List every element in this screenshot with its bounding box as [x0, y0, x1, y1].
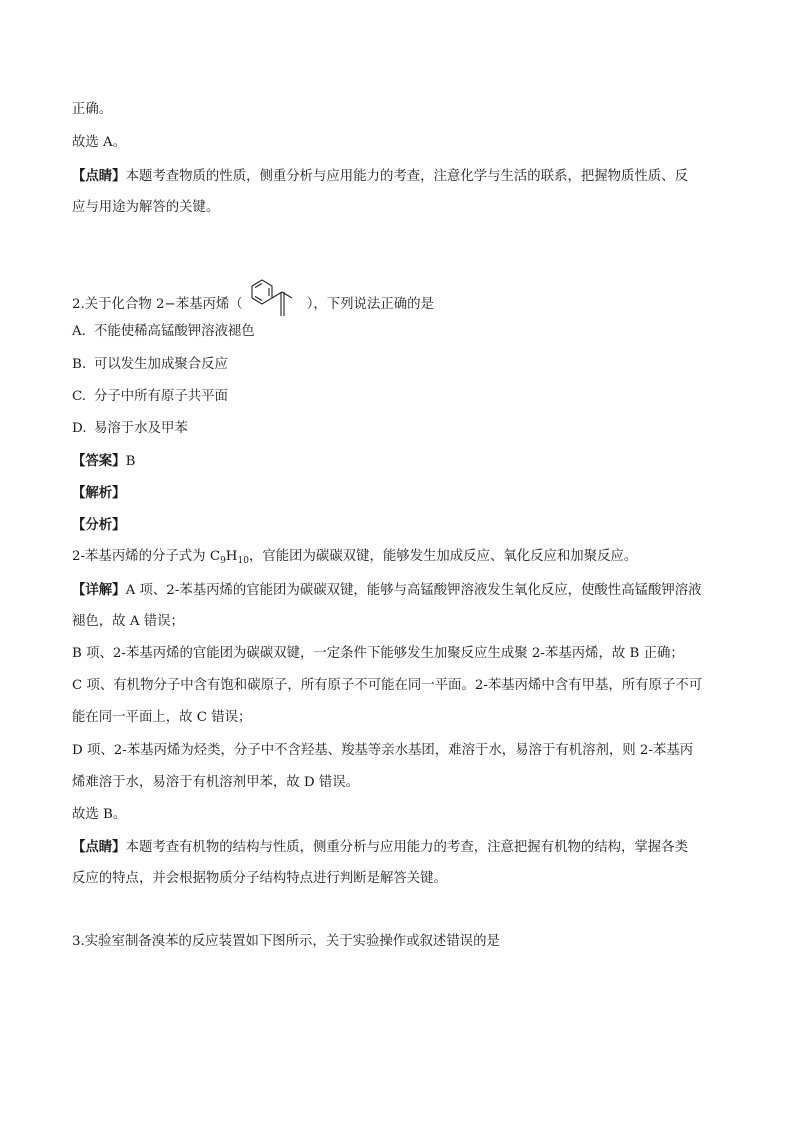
tip-paragraph: 【点睛】本题考查物质的性质，侧重分析与应用能力的考查，注意化学与生活的联系，把握物质性质、反 — [72, 168, 688, 184]
fenxi-text: 2-苯基丙烯的分子式为 $C_9H_{10}$，官能团为碳碳双键，能够发生加成反应、氧化反应和加聚反应。 — [72, 549, 638, 566]
question-2-stem: 2.关于化合物 2−苯基丙烯（ ），下列说法正确的是 — [72, 276, 722, 329]
option-c: C. 分子中所有原子共平面 — [72, 389, 228, 404]
text-line: 正确。 — [72, 102, 113, 117]
answer-line — [72, 451, 722, 472]
text-line: 褪色，故 A 错误； — [72, 614, 184, 629]
tip-label: 【点睛】 — [72, 168, 126, 184]
text-line: 能在同一平面上，故 C 错误； — [72, 710, 252, 725]
detail-d: D 项、2-苯基丙烯为烃类，分子中不含羟基、羧基等亲水基团，难溶于水，易溶于有机溶剂，则 2-苯基丙 — [72, 743, 694, 758]
tip-paragraph: 【点睛】本题考查有机物的结构与性质，侧重分析与应用能力的考查，注意把握有机物的结构，掌握各类 — [72, 839, 688, 855]
detail-c: C 项、有机物分子中含有饱和碳原子，所有原子不可能在同一平面。2-苯基丙烯中含有甲基，所有原子不可 — [72, 678, 703, 693]
text-line: 反应的特点，并会根据物质分子结构特点进行判断是解答关键。 — [72, 871, 447, 886]
detail-b: B 项、2-苯基丙烯的官能团为碳碳双键，一定条件下能够发生加聚反应生成聚 2-苯基丙烯，故 B 正确； — [72, 646, 684, 661]
detail-label: 【详解】 — [72, 582, 126, 598]
option-a: A. 不能使稀高锰酸钾溶液褪色 — [72, 324, 255, 339]
text-line: 故选 A。 — [72, 135, 127, 150]
option-d: D. 易溶于水及甲苯 — [72, 421, 188, 436]
tip-label: 【点睛】 — [72, 839, 126, 855]
answer-value: B — [125, 454, 136, 469]
analysis-heading: 【解析】 — [72, 485, 126, 501]
text-line: 应与用途为解答的关键。 — [72, 200, 220, 215]
detail-a: 【详解】A 项、2-苯基丙烯的官能团为碳碳双键，能够与高锰酸钾溶液发生氧化反应，使酸性高锰酸钾溶液 — [72, 582, 702, 598]
option-b: B. 可以发生加成聚合反应 — [72, 357, 228, 372]
answer-label: 【答案】 — [72, 453, 126, 469]
fenxi-heading: 【分析】 — [72, 517, 126, 533]
text-line: 烯难溶于水，易溶于有机溶剂甲苯，故 D 错误。 — [72, 775, 360, 790]
question-3-stem: 3.实验室制备溴苯的反应装置如下图所示，关于实验操作或叙述错误的是 — [72, 934, 500, 949]
choose-line: 故选 B。 — [72, 807, 127, 822]
